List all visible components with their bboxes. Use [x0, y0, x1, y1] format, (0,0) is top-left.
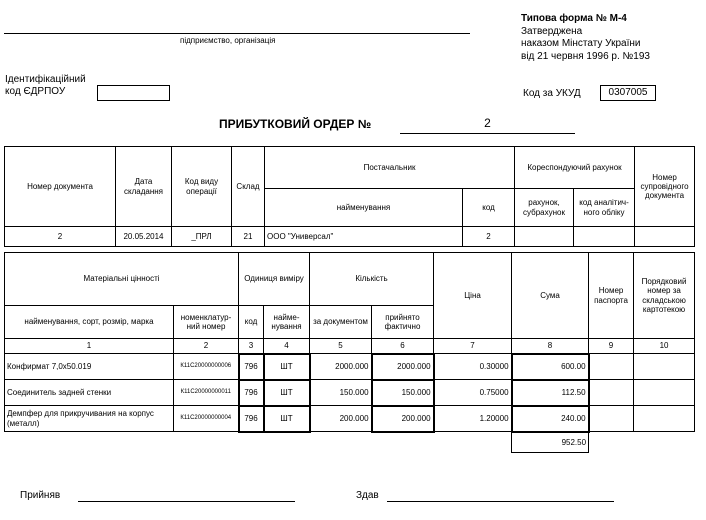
- col-number-6: 6: [372, 339, 434, 354]
- col-number-4: 4: [264, 339, 310, 354]
- col-supplier-code: код: [463, 189, 515, 227]
- ukud-label: Код за УКУД: [523, 88, 581, 99]
- col-passport: Номер паспорта: [589, 253, 634, 339]
- col-seq-number: Порядковий номер за складською картотекою: [634, 253, 695, 339]
- order-number-line: [400, 133, 575, 134]
- col-warehouse: Склад: [232, 147, 265, 227]
- item-qty-doc-cell: 150.000: [310, 380, 372, 406]
- col-corr-account: Кореспондуючий рахунок: [515, 147, 635, 189]
- item-price-cell: 0.75000: [434, 380, 512, 406]
- item-name-cell: Демпфер для прикручивания на корпус (металл): [5, 406, 174, 432]
- item-unit-name-cell: ШТ: [264, 354, 310, 380]
- order-title: ПРИБУТКОВИЙ ОРДЕР №: [219, 117, 372, 131]
- item-passport-cell: [589, 380, 634, 406]
- col-item-name: найменування, сорт, розмір, марка: [5, 306, 174, 339]
- item-passport-cell: [589, 406, 634, 432]
- organization-line: [4, 33, 470, 34]
- item-name-cell: Соединитель задней стенки: [5, 380, 174, 406]
- item-sum-cell: 112.50: [512, 380, 589, 406]
- approved-line-1: Затверджена: [521, 26, 583, 37]
- handed-label: Здав: [356, 490, 379, 501]
- item-price-cell: 0.30000: [434, 354, 512, 380]
- items-table: [4, 252, 695, 453]
- item-seq-cell: [634, 354, 695, 380]
- order-number: 2: [484, 116, 491, 130]
- item-sum-cell: 240.00: [512, 406, 589, 432]
- item-unit-code-cell: 796: [239, 380, 264, 406]
- approved-line-2: наказом Мінстату України: [521, 38, 641, 49]
- col-doc-number: Номер документа: [5, 147, 116, 227]
- total-row: [5, 432, 695, 453]
- col-number-8: 8: [512, 339, 589, 354]
- accompanying-cell: [635, 227, 695, 247]
- col-number-10: 10: [634, 339, 695, 354]
- doc-number-cell: 2: [5, 227, 116, 247]
- col-price: Ціна: [434, 253, 512, 339]
- col-nomenclature: номенклатур-ний номер: [174, 306, 239, 339]
- item-qty-actual-cell: 2000.000: [372, 354, 434, 380]
- col-unit: Одиниця виміру: [239, 253, 310, 306]
- col-unit-code: код: [239, 306, 264, 339]
- account-cell: [515, 227, 574, 247]
- item-nomenclature-cell: К11С20000000006: [174, 354, 239, 380]
- edrpou-label-1: Ідентифікаційний: [5, 74, 86, 85]
- table-row: [5, 354, 695, 380]
- edrpou-field[interactable]: [97, 85, 170, 101]
- analytic-cell: [574, 227, 635, 247]
- col-supplier-name: найменування: [265, 189, 463, 227]
- col-qty-actual: прийнято фактично: [372, 306, 434, 339]
- col-quantity: Кількість: [310, 253, 434, 306]
- col-qty-doc: за документом: [310, 306, 372, 339]
- col-number-1: 1: [5, 339, 174, 354]
- item-passport-cell: [589, 354, 634, 380]
- organization-caption: підприємство, організація: [180, 36, 276, 45]
- col-account-subaccount: рахунок, субрахунок: [515, 189, 574, 227]
- col-date: Дата складання: [116, 147, 172, 227]
- item-sum-cell: 600.00: [512, 354, 589, 380]
- col-number-9: 9: [589, 339, 634, 354]
- col-analytic-code: код аналітич-ного обліку: [574, 189, 635, 227]
- date-cell: 20.05.2014: [116, 227, 172, 247]
- supplier-code-cell: 2: [463, 227, 515, 247]
- col-unit-name: найме-нування: [264, 306, 310, 339]
- received-label: Прийняв: [20, 490, 61, 501]
- supplier-name-cell: ООО "Универсал": [265, 227, 463, 247]
- order-header-table: [4, 146, 695, 247]
- item-qty-doc-cell: 200.000: [310, 406, 372, 432]
- col-op-code: Код виду операції: [172, 147, 232, 227]
- item-seq-cell: [634, 406, 695, 432]
- item-name-cell: Конфирмат 7,0х50.019: [5, 354, 174, 380]
- table-row: [5, 380, 695, 406]
- item-price-cell: 1.20000: [434, 406, 512, 432]
- op-code-cell: _ПРЛ: [172, 227, 232, 247]
- handed-signature-line[interactable]: [387, 501, 614, 502]
- col-accompanying-doc: Номер супровідного документа: [635, 147, 695, 227]
- item-unit-name-cell: ШТ: [264, 380, 310, 406]
- col-material-values: Матеріальні цінності: [5, 253, 239, 306]
- col-number-5: 5: [310, 339, 372, 354]
- item-qty-actual-cell: 150.000: [372, 380, 434, 406]
- item-seq-cell: [634, 380, 695, 406]
- col-number-3: 3: [239, 339, 264, 354]
- table-row: [5, 406, 695, 432]
- item-qty-actual-cell: 200.000: [372, 406, 434, 432]
- item-qty-doc-cell: 2000.000: [310, 354, 372, 380]
- item-unit-code-cell: 796: [239, 406, 264, 432]
- warehouse-cell: 21: [232, 227, 265, 247]
- item-nomenclature-cell: К11С20000000011: [174, 380, 239, 406]
- col-number-2: 2: [174, 339, 239, 354]
- received-signature-line[interactable]: [78, 501, 295, 502]
- edrpou-label-2: код ЄДРПОУ: [5, 86, 66, 97]
- ukud-field[interactable]: 0307005: [600, 85, 656, 101]
- approved-line-3: від 21 червня 1996 р. №193: [521, 51, 650, 62]
- total-sum-cell: 952.50: [512, 432, 589, 453]
- table-row: [5, 227, 695, 247]
- col-supplier: Постачальник: [265, 147, 515, 189]
- item-unit-code-cell: 796: [239, 354, 264, 380]
- col-number-7: 7: [434, 339, 512, 354]
- item-nomenclature-cell: К11С20000000004: [174, 406, 239, 432]
- form-title: Типова форма № М-4: [521, 13, 627, 24]
- item-unit-name-cell: ШТ: [264, 406, 310, 432]
- col-sum: Сума: [512, 253, 589, 339]
